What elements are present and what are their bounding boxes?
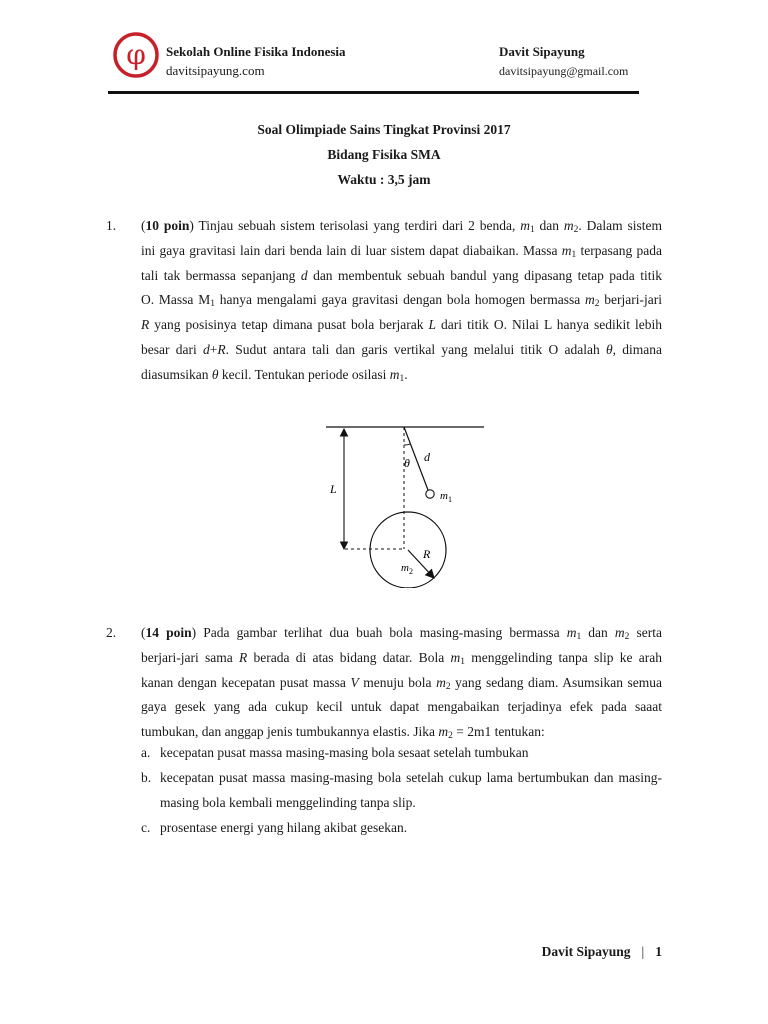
pendulum-diagram bbox=[324, 418, 490, 588]
paragraph-line: Tinjau sebuah sistem terisolasi yang terdiri dari 2 benda, $m_1$ dan $m_2$. Dalam sistem bbox=[198, 218, 662, 235]
label-m2-sub: 2 bbox=[408, 567, 413, 576]
label-L: L bbox=[330, 482, 337, 496]
paragraph-line: gaya gesek yang ada cukup kecil untuk dapat mengabaikan terjadinya efek pada saaat bbox=[141, 699, 662, 715]
exam-duration: Waktu : 3,5 jam bbox=[337, 172, 431, 187]
paragraph-line: berjari-jari sama R berada di atas bidang datar. Bola $m_1$ menggelinding tanpa slip ke arah bbox=[141, 649, 663, 667]
label-m1-base: m bbox=[440, 490, 448, 502]
footer-author: Davit Sipayung bbox=[541, 944, 631, 959]
paragraph-line: besar dari d+R. Sudut antara tali dan garis vertikal yang melalui titik O adalah θ, dimana bbox=[141, 341, 662, 357]
label-m2-base: m bbox=[401, 562, 409, 574]
footer-separator: | bbox=[641, 944, 645, 959]
label-theta: θ bbox=[404, 456, 410, 470]
item-text: kecepatan pusat massa masing-masing bola sesaat setelah tumbukan bbox=[160, 745, 529, 760]
paragraph-line: ini gaya gravitasi lain dari benda lain di luar sistem dapat diabaikan. Massa $m_1$ terpasang pada bbox=[141, 242, 662, 260]
paragraph-line: O. Massa $M_1$ hanya mengalami gaya gravitasi dengan bola homogen bermassa $m_2$ berjari-jari bbox=[141, 292, 663, 310]
label-m1 bbox=[440, 490, 452, 504]
author-email[interactable]: davitsipayung@gmail.com bbox=[499, 64, 629, 78]
problem-1-points: 10 poin bbox=[145, 218, 190, 233]
label-m2 bbox=[401, 562, 413, 576]
paragraph-line: tali tak bermassa sepanjang d dan membentuk sebuah bandul yang dipasang tetap pada titik bbox=[141, 267, 662, 283]
exam-subject: Bidang Fisika SMA bbox=[327, 147, 441, 162]
list-item bbox=[141, 765, 662, 815]
list-item bbox=[141, 815, 662, 840]
list-item bbox=[141, 740, 662, 765]
problem-1-number: 1. bbox=[106, 218, 117, 233]
item-label: c. bbox=[141, 820, 151, 835]
problem-1-text: (10 poin) Tinjau sebuah sistem terisolasi yang terdiri dari 2 benda, $m_1$ dan $m_2$. Dalam sistem ini gaya gravitasi lain dari benda lain di luar sistem dapat diabaikan. Massa $m_1$ terpasang pada tali tak bermassa sepanjang d dan membentuk sebuah bandul yang dipasang tetap pada titik O. Massa $M_1$ hanya mengalami gaya gravitasi dengan bola homogen bermassa $m_2$ berjari-jari R yang posisinya tetap dimana pusat bola berjarak L dari titik O. Nilai L hanya sedikit lebih besar dari d+R. Sudut antara tali dan garis vertikal yang melalui titik O adalah θ, dimana diasumsikan θ kecil. Tentukan periode osilasi $m_1$. bbox=[141, 218, 663, 384]
item-label: a. bbox=[141, 745, 151, 760]
header-rule bbox=[108, 91, 639, 94]
item-text: kecepatan pusat massa masing-masing bola setelah cukup lama bertumbukan dan masing-masing bola kembali menggelinding tanpa slip. bbox=[160, 770, 662, 810]
exam-title: Soal Olimpiade Sains Tingkat Provinsi 2017 bbox=[257, 122, 511, 137]
problem-2-items bbox=[141, 740, 662, 840]
problem-2-text: (14 poin) Pada gambar terlihat dua buah bola masing-masing bermassa $m_1$ dan $m_2$ serta berjari-jari sama R berada di atas bidang datar. Bola $m_1$ menggelinding tanpa slip ke arah kanan dengan kecepatan pusat massa V menuju bola $m_2$ yang sedang diam. Asumsikan semua gaya gesek yang ada cukup kecil untuk dapat mengabaikan terjadinya efek pada saaat tumbukan, dan anggap jenis tumbukannya elastis. Jika $m_2 = 2m1$ tentukan: bbox=[141, 625, 663, 742]
school-logo bbox=[111, 30, 161, 80]
paragraph-line: kanan dengan kecepatan pusat massa V menuju bola $m_2$ yang sedang diam. Asumsikan semua bbox=[141, 674, 662, 692]
school-name: Sekolah Online Fisika Indonesia bbox=[166, 44, 346, 59]
website-link[interactable]: davitsipayung.com bbox=[166, 63, 265, 78]
item-label: b. bbox=[141, 770, 152, 785]
problem-2-points: 14 poin bbox=[145, 625, 192, 640]
paragraph-line: Pada gambar terlihat dua buah bola masing-masing bermassa $m_1$ dan $m_2$ serta bbox=[203, 625, 662, 642]
paragraph-line: diasumsikan θ kecil. Tentukan periode osilasi $m_1$. bbox=[141, 366, 408, 384]
theta-arc bbox=[404, 444, 410, 445]
pendulum-bob bbox=[426, 490, 434, 498]
label-m1-sub: 1 bbox=[447, 495, 452, 504]
page-number: 1 bbox=[655, 944, 662, 959]
logo-glyph: φ bbox=[126, 38, 146, 71]
paragraph-line: tumbukan, dan anggap jenis tumbukannya elastis. Jika $m_2 = 2m1$ tentukan: bbox=[141, 724, 545, 742]
label-R: R bbox=[423, 547, 431, 561]
label-d: d bbox=[424, 450, 430, 464]
problem-2-number: 2. bbox=[106, 625, 117, 640]
author-name: Davit Sipayung bbox=[499, 44, 585, 59]
paragraph-line: R yang posisinya tetap dimana pusat bola berjarak L dari titik O. Nilai L hanya sedikit lebih bbox=[141, 317, 662, 333]
item-text: prosentase energi yang hilang akibat gesekan. bbox=[160, 820, 408, 835]
page-footer bbox=[542, 944, 662, 960]
